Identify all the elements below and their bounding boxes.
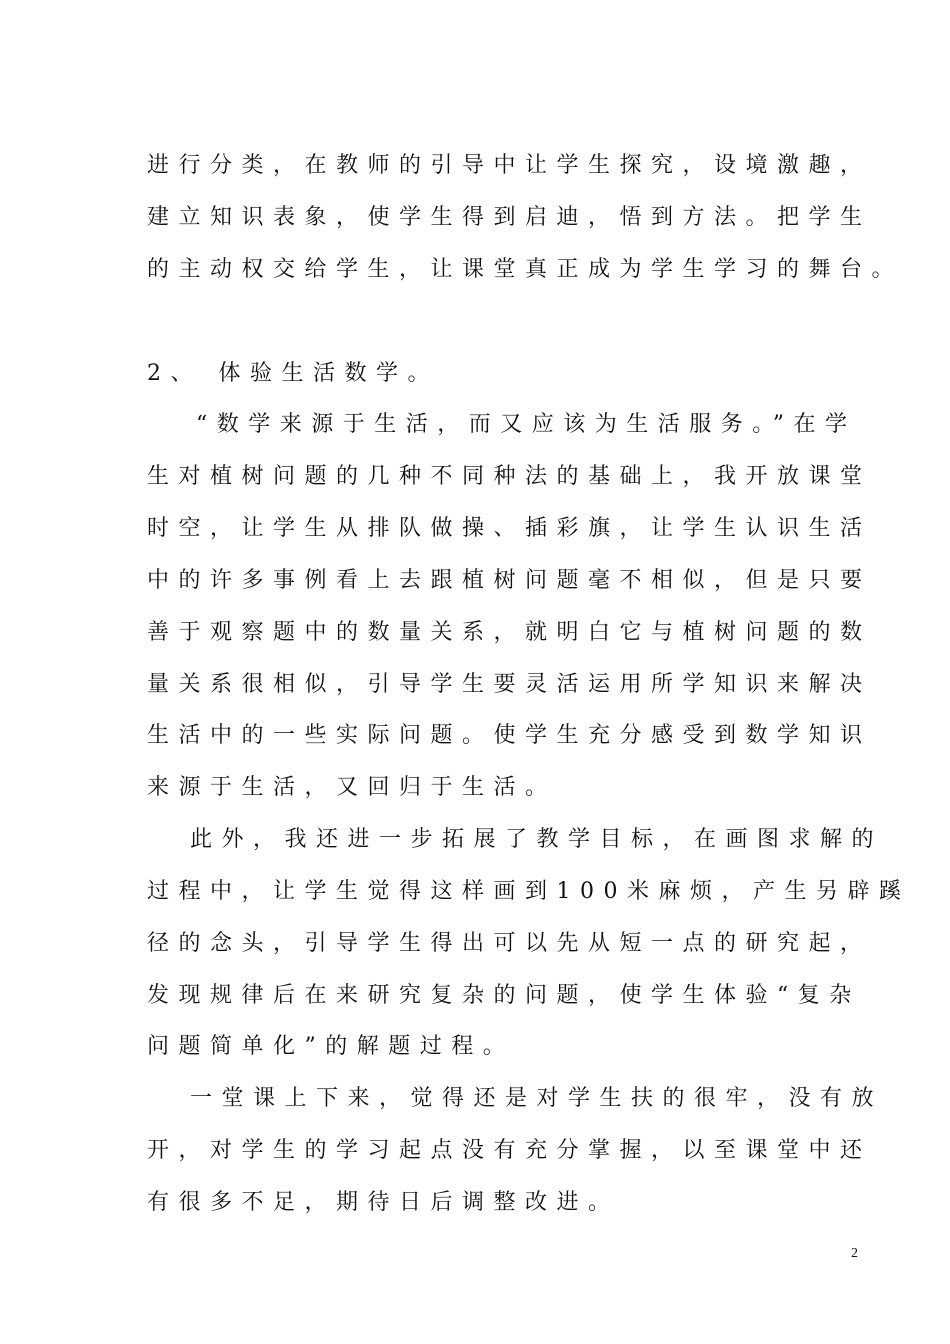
text-line: 过程中，让学生觉得这样画到100米麻烦，产生另辟蹊	[147, 879, 911, 904]
paragraph-first-line: 此外，我还进一步拓展了教学目标，在画图求解的	[190, 827, 884, 852]
text-line: 径的念头，引导学生得出可以先从短一点的研究起，	[147, 931, 872, 956]
text-line: 量关系很相似，引导学生要灵活运用所学知识来解决	[147, 672, 872, 697]
section-heading: 2、 体验生活数学。	[147, 361, 439, 386]
text-line: 中的许多事例看上去跟植树问题毫不相似，但是只要	[147, 568, 872, 593]
text-line: 开，对学生的学习起点没有充分掌握，以至课堂中还	[147, 1138, 872, 1163]
paragraph-first-line: “数学来源于生活，而又应该为生活服务。”在学	[196, 412, 857, 437]
text-line: 时空，让学生从排队做操、插彩旗，让学生认识生活	[147, 516, 872, 541]
text-line: 发现规律后在来研究复杂的问题，使学生体验“复杂	[147, 983, 861, 1008]
page-number: 2	[851, 1246, 858, 1261]
text-line: 生对植树问题的几种不同种法的基础上，我开放课堂	[147, 464, 872, 489]
text-line: 问题简单化”的解题过程。	[147, 1034, 515, 1059]
text-line: 的主动权交给学生，让课堂真正成为学生学习的舞台。	[147, 257, 904, 282]
text-line: 建立知识表象，使学生得到启迪，悟到方法。把学生	[147, 205, 872, 230]
text-line: 善于观察题中的数量关系，就明白它与植树问题的数	[147, 620, 872, 645]
text-line: 来源于生活，又回归于生活。	[147, 775, 557, 800]
paragraph-first-line: 一堂课上下来，觉得还是对学生扶的很牢，没有放	[190, 1086, 884, 1111]
text-line: 进行分类，在教师的引导中让学生探究，设境激趣，	[147, 153, 872, 178]
text-line: 生活中的一些实际问题。使学生充分感受到数学知识	[147, 723, 872, 748]
text-line: 有很多不足，期待日后调整改进。	[147, 1190, 620, 1215]
